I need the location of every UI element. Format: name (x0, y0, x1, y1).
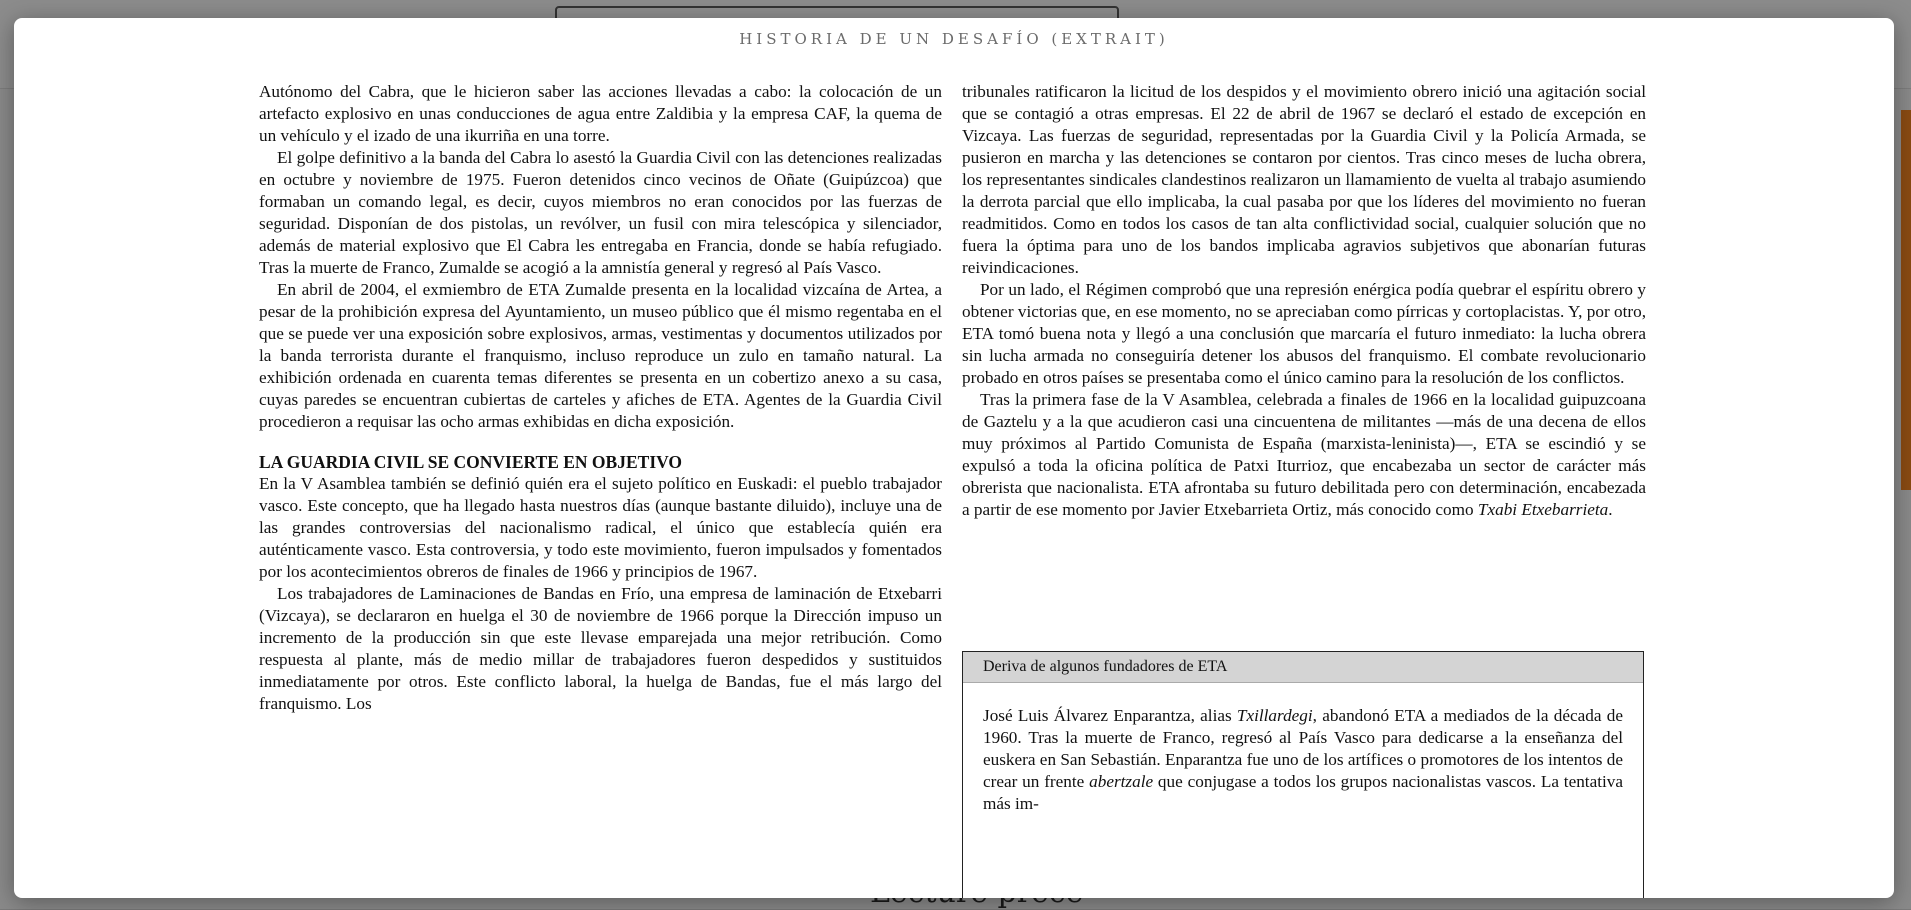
box-text: José Luis Álvarez Enparantza, alias (983, 706, 1237, 725)
box-italic: Txillardegi (1236, 706, 1313, 725)
sidebar-box-heading: Deriva de algunos fundadores de ETA (963, 652, 1643, 683)
paragraph: El golpe definitivo a la banda del Cabra lo asestó la Guardia Civil con las detenciones realizadas en octubre y noviembre de 1975. Fueron detenidos cinco vecinos de Oñate (Guipúzcoa) que formaban un comando legal, es decir, cuyos miembros no eran conocidos por las fuerzas de seguridad. Disponían de dos pistolas, un revólver, un fusil con mira telescópica y silenciador, además de material explosivo que El Cabra les entregaba en Francia, donde se había refugiado. Tras la muerte de Franco, Zumalde se acogió a la amnistía general y regresó al País Vasco. (259, 148, 942, 277)
paragraph: En abril de 2004, el exmiembro de ETA Zumalde presenta en la localidad vizcaína de Artea, a pesar de la prohibición expresa del Ayuntamiento, un museo público que él mismo regentaba en el que se puede ver una exposición sobre explosivos, armas, vestimentas y documentos utilizados por la banda terrorista durante el franquismo, incluso reproduce un zulo en tamaño natural. La exhibición ordenada en cuarenta temas diferentes se presenta en un cobertizo anexo a su casa, cuyas paredes se encuentran cubiertas de carteles y afiches de ETA. Agentes de la Guardia Civil procedieron a requisar las ocho armas exhibidas en dicha exposición. (259, 280, 942, 431)
paragraph: Por un lado, el Régimen comprobó que una represión enérgica podía quebrar el espíritu obrero y obtener victorias que, en ese momento, no se apreciaban como pírricas y cortoplacistas. Y, por otro, ETA tomó buena nota y llegó a una conclusión que marcaría el futuro inmediato: la lucha obrera sin lucha armada no conseguiría detener los abusos del franquismo. El combate revolucionario probado en otros países se presentaba como el único camino para la resolución de los conflictos. (962, 280, 1646, 387)
paragraph-end: . (1608, 500, 1613, 519)
background-scrollbar (1901, 110, 1911, 490)
excerpt-modal (14, 18, 1894, 898)
paragraph-text: Tras la primera fase de la V Asamblea, celebrada a finales de 1966 en la localidad guipuzcoana de Gaztelu y a la que acudieron casi una cincuentena de militantes —más de una decena de ellos muy próximos al Partido Comunista de España (marxista-leninista)—, ETA se escindió y se expulsó a toda la oficina política de Patxi Iturrioz, que encabezaba un sector de carácter más obrerista que nacionalista. ETA afrontaba su futuro debilitada pero con determinación, encabezada a partir de ese momento por Javier Etxebarrieta Ortiz, más conocido como (962, 390, 1646, 519)
text-column-right (962, 81, 1646, 521)
sidebar-box-body (963, 683, 1643, 815)
paragraph: En la V Asamblea también se definió quién era el sujeto político en Euskadi: el pueblo trabajador vasco. Este concepto, que ha llegado hasta nuestros días (aunque bastante diluido), incluye una de las grandes controversias del nacionalismo radical, el único que establecía quién era auténticamente vasco. Esta controversia, y todo este movimiento, fueron impulsados y fomentados por los acontecimientos obreros de finales de 1966 y principios de 1967. (259, 474, 942, 581)
box-text: que conjugase a todos los grupos nacionalistas vascos. La tentativa más im- (983, 772, 1623, 813)
italic-name: Txabi Etxebarrieta (1477, 500, 1609, 519)
paragraph: Los trabajadores de Laminaciones de Bandas en Frío, una empresa de laminación de Etxebarri (Vizcaya), se declararon en huelga el 30 de noviembre de 1966 porque la Dirección impuso un incremento de la producción sin que este llevase emparejada una mejor retribución. Como respuesta al plante, más de medio millar de trabajadores fueron despedidos y sustituidos inmediatamente por otros. Este conflicto laboral, la huelga de Bandas, fue el más largo del franquismo. Los (259, 584, 942, 713)
section-heading: LA GUARDIA CIVIL SE CONVIERTE EN OBJETIVO (259, 452, 683, 472)
modal-title: HISTORIA DE UN DESAFÍO (EXTRAIT) (739, 30, 1169, 48)
paragraph: tribunales ratificaron la licitud de los despidos y el movimiento obrero inició una agitación social que se contagió a otras empresas. El 22 de abril de 1967 se declaró el estado de excepción en Vizcaya. Las fuerzas de seguridad, representadas por la Guardia Civil y la Policía Armada, se pusieron en marcha y las detenciones se contaron por cientos. Tras cinco meses de lucha obrera, los representantes sindicales clandestinos realizaron un llamamiento de vuelta al trabajo asumiendo la derrota parcial que ello implicaba, la cual pasaba por que los líderes del movimiento no fueran readmitidos. Como en todos los casos de tan alta conflictividad social, cualquier solución que no fuera la óptima para uno de los bandos implicaba agravios subjetivos que abonarían futuras reivindicaciones. (962, 82, 1646, 277)
box-italic: abertzale (1089, 772, 1154, 791)
text-column-left (259, 81, 942, 715)
paragraph (962, 389, 1646, 521)
box-text: , abandonó ETA a mediados de la década de 1960. Tras la muerte de Franco, regresó al País Vasco para dedicarse a la enseñanza del euskera en San Sebastián. Enparantza fue uno de los artífices o promotores de los intentos de crear un frente (983, 706, 1623, 791)
sidebar-box (962, 651, 1644, 898)
paragraph: Autónomo del Cabra, que le hicieron saber las acciones llevadas a cabo: la colocación de un artefacto explosivo en unas conducciones de agua entre Zaldibia y la empresa CAF, la quema de un vehículo y el izado de una ikurriña en una torre. (259, 82, 942, 145)
